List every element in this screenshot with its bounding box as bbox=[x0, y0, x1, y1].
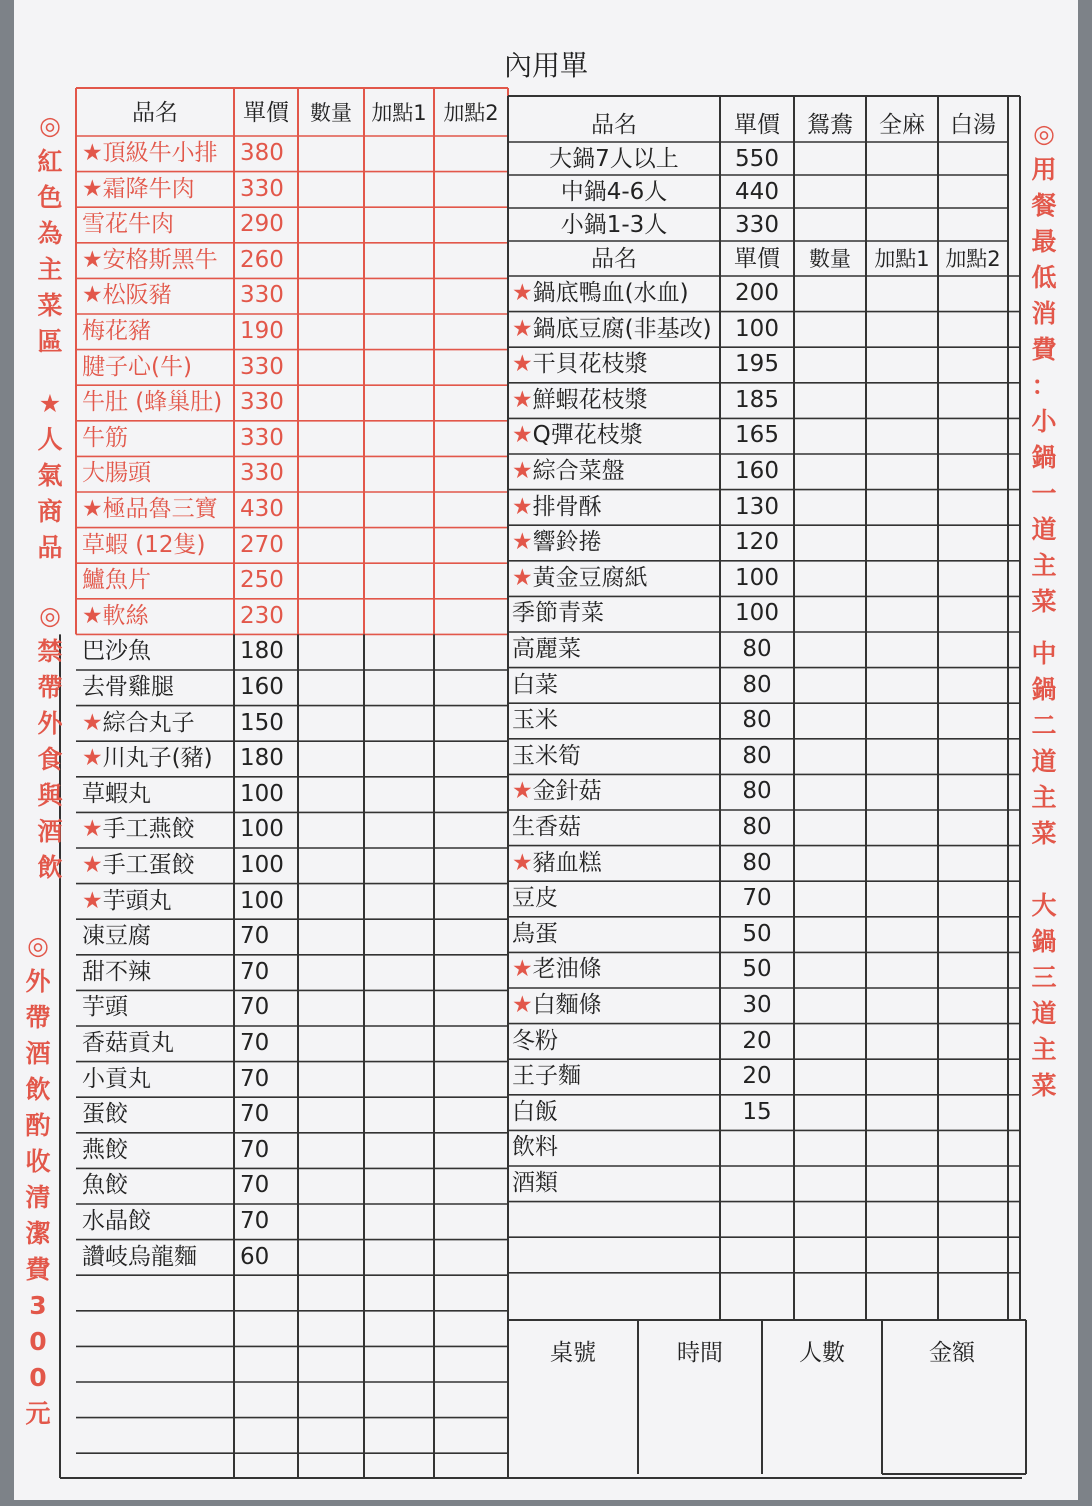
table-number-label: 桌號 bbox=[550, 1340, 596, 1366]
menu-item-name: ★老油條 bbox=[512, 956, 602, 983]
menu-item-name: ★鍋底豆腐(非基改) bbox=[512, 315, 712, 342]
menu-item-name: ★鮮蝦花枝漿 bbox=[512, 386, 648, 413]
menu-item-price: 100 bbox=[735, 564, 779, 591]
menu-item-name: 王子麵 bbox=[512, 1063, 581, 1090]
menu-item-name: 甜不辣 bbox=[82, 958, 151, 985]
menu-item-price: 330 bbox=[240, 424, 284, 451]
note-popular-items: ★ 人 氣 商 品 bbox=[37, 389, 63, 562]
star-icon: ★ bbox=[512, 493, 533, 520]
time-label: 時間 bbox=[677, 1340, 723, 1366]
order-form bbox=[14, 0, 1078, 1500]
menu-item-price: 15 bbox=[742, 1098, 772, 1125]
menu-item-name: ★鍋底鴨血(水血) bbox=[512, 280, 689, 306]
menu-item-name: ★白麵條 bbox=[512, 992, 602, 1018]
menu-item-price: 100 bbox=[240, 852, 284, 878]
menu-item-price: 70 bbox=[742, 885, 772, 912]
right-header-item-name: 品名 bbox=[591, 246, 637, 272]
menu-item-name: 鳥蛋 bbox=[512, 920, 558, 947]
menu-item-name: ★芋頭丸 bbox=[82, 887, 172, 914]
right-header-unit-price: 單價 bbox=[734, 246, 780, 272]
menu-item-name: 巴沙魚 bbox=[82, 638, 151, 665]
pot-size-name: 中鍋4-6人 bbox=[560, 179, 668, 205]
menu-item-price: 330 bbox=[240, 175, 284, 202]
menu-item-price: 70 bbox=[240, 958, 270, 985]
menu-item-price: 290 bbox=[240, 211, 284, 238]
menu-item-name: 草蝦丸 bbox=[82, 780, 151, 807]
menu-item-name: 燕餃 bbox=[82, 1136, 128, 1163]
menu-item-name: ★松阪豬 bbox=[82, 282, 172, 309]
menu-item-price: 50 bbox=[742, 956, 772, 983]
menu-item-price: 100 bbox=[240, 887, 284, 914]
menu-item-name: 梅花豬 bbox=[82, 318, 151, 344]
menu-item-price: 30 bbox=[742, 992, 772, 1018]
right-header-extra-1: 加點1 bbox=[874, 247, 930, 271]
menu-item-price: 330 bbox=[240, 282, 284, 309]
menu-item-name: ★排骨酥 bbox=[512, 493, 602, 520]
menu-item-name: ★綜合菜盤 bbox=[512, 458, 625, 484]
star-icon: ★ bbox=[512, 280, 533, 306]
menu-item-price: 80 bbox=[742, 849, 772, 876]
menu-item-price: 180 bbox=[240, 638, 284, 665]
menu-item-price: 60 bbox=[240, 1243, 270, 1270]
people-count-label: 人數 bbox=[799, 1340, 845, 1366]
menu-item-name: 魚餃 bbox=[82, 1172, 128, 1199]
menu-item-price: 195 bbox=[735, 351, 779, 378]
pot-size-price: 440 bbox=[735, 179, 779, 205]
menu-item-name: 小貢丸 bbox=[82, 1065, 151, 1092]
menu-item-name: ★霜降牛肉 bbox=[82, 175, 195, 202]
menu-item-name: ★川丸子(豬) bbox=[82, 745, 213, 772]
menu-item-price: 80 bbox=[742, 778, 772, 805]
menu-item-price: 70 bbox=[240, 1136, 270, 1163]
star-icon: ★ bbox=[512, 849, 533, 876]
pot-header-yuanyang-broth: 鴛鴦 bbox=[807, 112, 853, 138]
menu-item-name: 蛋餃 bbox=[82, 1101, 128, 1128]
left-header-extra-2: 加點2 bbox=[443, 101, 499, 125]
menu-item-price: 70 bbox=[240, 1101, 270, 1128]
menu-item-price: 100 bbox=[240, 816, 284, 843]
menu-item-name: ★Q彈花枝漿 bbox=[512, 422, 643, 449]
menu-item-price: 130 bbox=[735, 493, 779, 520]
menu-item-price: 250 bbox=[240, 567, 284, 594]
left-header-extra-1: 加點1 bbox=[371, 101, 427, 125]
menu-item-price: 120 bbox=[735, 529, 779, 556]
menu-item-name: 玉米筍 bbox=[512, 742, 581, 769]
menu-item-name: 白飯 bbox=[512, 1098, 558, 1125]
menu-item-price: 70 bbox=[240, 1065, 270, 1092]
menu-item-name: 腱子心(牛) bbox=[82, 353, 192, 380]
star-icon: ★ bbox=[512, 529, 533, 556]
menu-item-name: 凍豆腐 bbox=[82, 923, 151, 950]
menu-item-name: 酒類 bbox=[512, 1170, 558, 1196]
menu-item-name: 白菜 bbox=[512, 671, 558, 698]
note-corkage-fee: ◎ 外 帶 酒 飲 酌 收 清 潔 費 3 0 0 元 bbox=[25, 931, 51, 1428]
form-title: 內用單 bbox=[503, 49, 588, 82]
star-icon: ★ bbox=[512, 458, 533, 484]
menu-item-name: ★軟絲 bbox=[82, 602, 149, 629]
amount-label: 金額 bbox=[929, 1340, 975, 1366]
menu-item-price: 100 bbox=[240, 780, 284, 807]
menu-item-price: 165 bbox=[735, 422, 779, 449]
menu-item-price: 80 bbox=[742, 707, 772, 734]
right-header-extra-2: 加點2 bbox=[945, 247, 1001, 271]
note-large-pot-rule: 大 鍋 三 道 主 菜 bbox=[1031, 891, 1057, 1100]
menu-item-name: 牛筋 bbox=[82, 424, 128, 451]
menu-item-price: 230 bbox=[240, 602, 284, 629]
pot-header-item-name: 品名 bbox=[591, 112, 637, 138]
menu-item-price: 70 bbox=[240, 1030, 270, 1056]
star-icon: ★ bbox=[512, 386, 533, 413]
menu-item-name: 讚岐烏龍麵 bbox=[82, 1243, 197, 1270]
menu-item-name: 香菇貢丸 bbox=[82, 1030, 174, 1056]
menu-item-price: 70 bbox=[240, 1172, 270, 1199]
menu-item-price: 20 bbox=[742, 1063, 772, 1090]
menu-item-name: ★頂級牛小排 bbox=[82, 140, 218, 166]
menu-item-name: 冬粉 bbox=[512, 1027, 558, 1054]
menu-item-price: 160 bbox=[735, 458, 779, 484]
pot-header-white-broth: 白湯 bbox=[950, 112, 996, 138]
star-icon: ★ bbox=[512, 351, 533, 378]
menu-item-price: 200 bbox=[735, 280, 779, 306]
menu-item-price: 100 bbox=[735, 600, 779, 627]
menu-item-price: 150 bbox=[240, 709, 284, 736]
menu-item-price: 260 bbox=[240, 246, 284, 273]
menu-item-name: 芋頭 bbox=[82, 994, 128, 1021]
left-header-item-name: 品名 bbox=[132, 100, 178, 126]
star-icon: ★ bbox=[512, 315, 533, 342]
note-medium-pot-rule: 中 鍋 二 道 主 菜 bbox=[1031, 639, 1057, 848]
star-icon: ★ bbox=[512, 992, 533, 1018]
menu-item-name: ★黃金豆腐紙 bbox=[512, 564, 648, 591]
menu-item-name: 去骨雞腿 bbox=[82, 674, 174, 700]
note-red-main-section: ◎ 紅 色 為 主 菜 區 bbox=[37, 111, 63, 356]
menu-item-price: 160 bbox=[240, 674, 284, 700]
star-icon: ★ bbox=[512, 956, 533, 983]
star-icon: ★ bbox=[82, 709, 103, 736]
menu-item-price: 80 bbox=[742, 742, 772, 769]
note-no-outside-food: ◎ 禁 帶 外 食 與 酒 飲 bbox=[37, 601, 63, 882]
menu-item-price: 100 bbox=[735, 315, 779, 342]
menu-item-price: 270 bbox=[240, 531, 284, 558]
menu-item-name: 大腸頭 bbox=[82, 460, 151, 487]
menu-item-price: 185 bbox=[735, 386, 779, 413]
menu-item-name: 草蝦 (12隻) bbox=[82, 531, 206, 558]
pot-size-price: 330 bbox=[735, 212, 779, 238]
pot-size-name: 大鍋7人以上 bbox=[549, 146, 679, 172]
star-icon: ★ bbox=[512, 422, 533, 449]
menu-item-price: 80 bbox=[742, 636, 772, 662]
menu-item-name: 水晶餃 bbox=[82, 1208, 151, 1234]
menu-item-price: 180 bbox=[240, 745, 284, 772]
menu-item-name: 鱸魚片 bbox=[82, 567, 151, 594]
pot-header-mala-broth: 全麻 bbox=[879, 112, 925, 138]
menu-item-price: 330 bbox=[240, 353, 284, 380]
right-header-quantity: 數量 bbox=[809, 247, 851, 271]
menu-item-name: ★手工蛋餃 bbox=[82, 852, 195, 878]
menu-item-name: ★金針菇 bbox=[512, 778, 602, 805]
menu-item-price: 50 bbox=[742, 920, 772, 947]
menu-item-price: 70 bbox=[240, 923, 270, 950]
menu-item-name: 生香菇 bbox=[512, 814, 581, 840]
menu-item-price: 330 bbox=[240, 389, 284, 416]
menu-item-price: 80 bbox=[742, 671, 772, 698]
star-icon: ★ bbox=[512, 564, 533, 591]
menu-item-name: 高麗菜 bbox=[512, 636, 581, 662]
pot-size-price: 550 bbox=[735, 146, 779, 172]
menu-item-price: 190 bbox=[240, 318, 284, 344]
menu-item-name: ★手工燕餃 bbox=[82, 816, 195, 843]
menu-item-name: 豆皮 bbox=[512, 885, 558, 912]
menu-item-name: ★安格斯黑牛 bbox=[82, 246, 218, 273]
menu-item-name: ★極品魯三寶 bbox=[82, 496, 218, 522]
star-icon: ★ bbox=[82, 816, 103, 843]
menu-item-name: ★響鈴捲 bbox=[512, 529, 602, 556]
star-icon: ★ bbox=[82, 852, 103, 878]
menu-item-name: ★綜合丸子 bbox=[82, 709, 195, 736]
note-minimum-spend: ◎ 用 餐 最 低 消 費 ： 小 鍋 一 道 主 菜 bbox=[1031, 119, 1057, 616]
menu-item-price: 80 bbox=[742, 814, 772, 840]
menu-item-price: 70 bbox=[240, 994, 270, 1021]
pot-header-unit-price: 單價 bbox=[734, 112, 780, 138]
menu-item-price: 20 bbox=[742, 1027, 772, 1054]
left-header-quantity: 數量 bbox=[310, 101, 352, 125]
menu-item-name: 飲料 bbox=[512, 1134, 558, 1161]
menu-item-price: 330 bbox=[240, 460, 284, 487]
menu-item-name: ★豬血糕 bbox=[512, 849, 602, 876]
menu-item-name: 季節青菜 bbox=[512, 600, 604, 627]
star-icon: ★ bbox=[82, 887, 103, 914]
menu-item-name: 牛肚 (蜂巢肚) bbox=[82, 389, 223, 416]
menu-item-name: 玉米 bbox=[512, 707, 558, 734]
menu-item-price: 70 bbox=[240, 1208, 270, 1234]
star-icon: ★ bbox=[82, 745, 103, 772]
star-icon: ★ bbox=[512, 778, 533, 805]
menu-item-name: ★干貝花枝漿 bbox=[512, 351, 648, 378]
menu-item-price: 380 bbox=[240, 140, 284, 166]
menu-item-price: 430 bbox=[240, 496, 284, 522]
menu-item-name: 雪花牛肉 bbox=[82, 211, 174, 238]
pot-size-name: 小鍋1-3人 bbox=[560, 212, 668, 238]
left-header-unit-price: 單價 bbox=[243, 100, 289, 126]
